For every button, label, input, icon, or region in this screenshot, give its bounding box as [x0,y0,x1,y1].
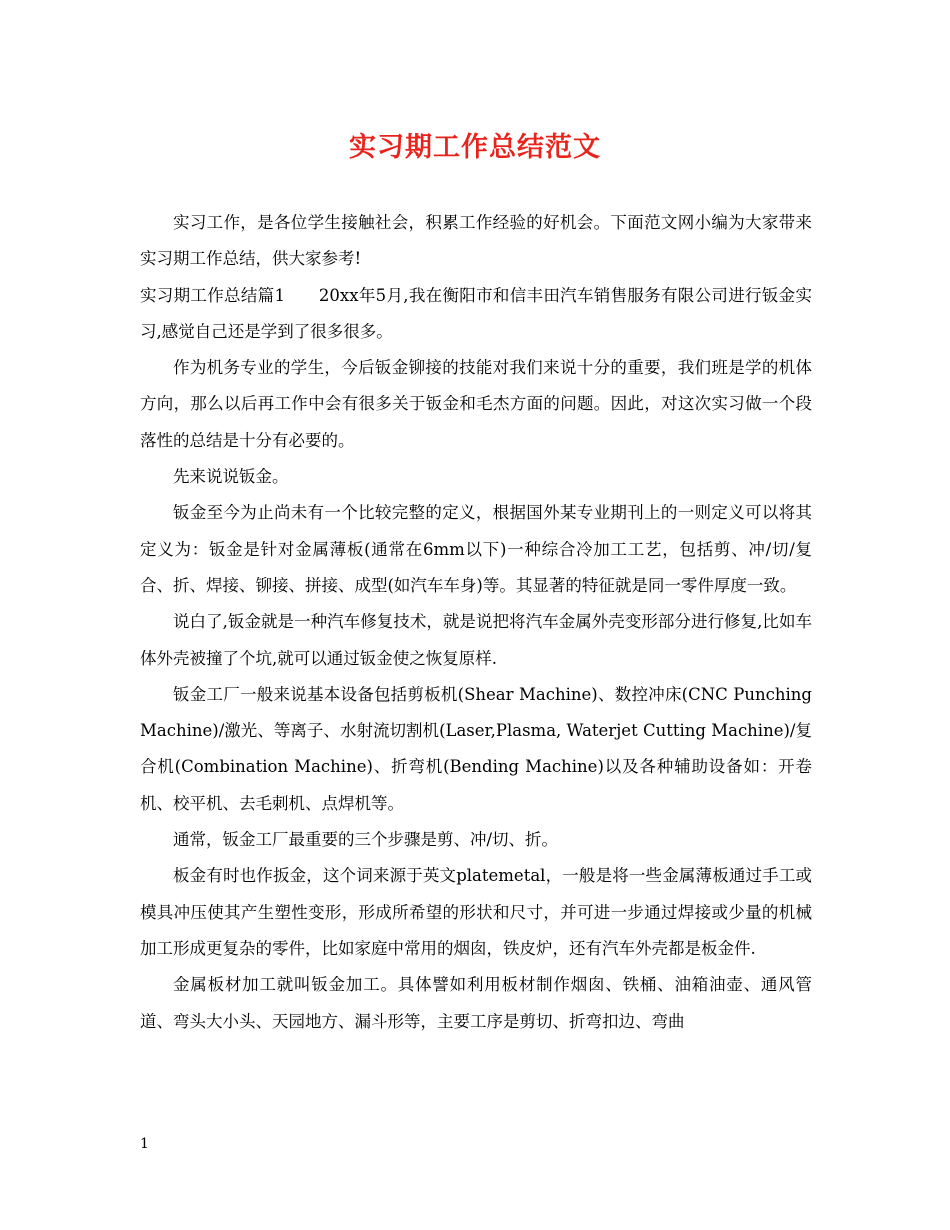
paragraph-section-heading: 实习期工作总结篇1 20xx年5月,我在衡阳市和信丰田汽车销售服务有限公司进行钣金实习,感觉自己还是学到了很多很多。 [140,285,812,341]
page-number: 1 [140,1136,149,1152]
paragraph-major: 作为机务专业的学生，今后钣金铆接的技能对我们来说十分的重要，我们班是学的机体方向，那么以后再工作中会有很多关于钣金和毛杰方面的问题。因此，对这次实习做一个段落性的总结是十分有必要的。 [140,358,812,450]
paragraph-repair: 说白了,钣金就是一种汽车修复技术，就是说把将汽车金属外壳变形部分进行修复,比如车体外壳被撞了个坑,就可以通过钣金使之恢复原样. [140,612,812,668]
paragraph-processing: 金属板材加工就叫钣金加工。具体譬如利用板材制作烟囱、铁桶、油箱油壶、通风管道、弯头大小头、天园地方、漏斗形等，主要工序是剪切、折弯扣边、弯曲 [140,975,812,1031]
paragraph-equipment: 钣金工厂一般来说基本设备包括剪板机(Shear Machine)、数控冲床(CNC Punching Machine)/激光、等离子、水射流切割机(Laser,Plasma, Waterjet Cutting Machine)/复合机(Combination Machine)、折弯机(Bending Machine)以及各种辅助设备如：开卷机、校平机、去毛刺机、点焊机等。 [140,684,812,813]
paragraph-steps: 通常，钣金工厂最重要的三个步骤是剪、冲/切、折。 [173,830,559,850]
document-title: 实习期工作总结范文 [349,132,601,163]
paragraph-sheet-metal-intro: 先来说说钣金。 [173,467,289,487]
document-body [140,205,812,1040]
paragraph-platemetal: 板金有时也作扳金，这个词来源于英文platemetal，一般是将一些金属薄板通过手工或模具冲压使其产生塑性变形，形成所希望的形状和尺寸，并可进一步通过焊接或少量的机械加工形成更复杂的零件，比如家庭中常用的烟囱，铁皮炉，还有汽车外壳都是板金件. [140,866,812,958]
paragraph-intro: 实习工作，是各位学生接触社会，积累工作经验的好机会。下面范文网小编为大家带来实习期工作总结，供大家参考! [140,213,812,269]
paragraph-definition: 钣金至今为止尚未有一个比较完整的定义，根据国外某专业期刊上的一则定义可以将其定义为：钣金是针对金属薄板(通常在6mm以下)一种综合冷加工工艺，包括剪、冲/切/复合、折、焊接、铆接、拼接、成型(如汽车车身)等。其显著的特征就是同一零件厚度一致。 [140,503,812,595]
